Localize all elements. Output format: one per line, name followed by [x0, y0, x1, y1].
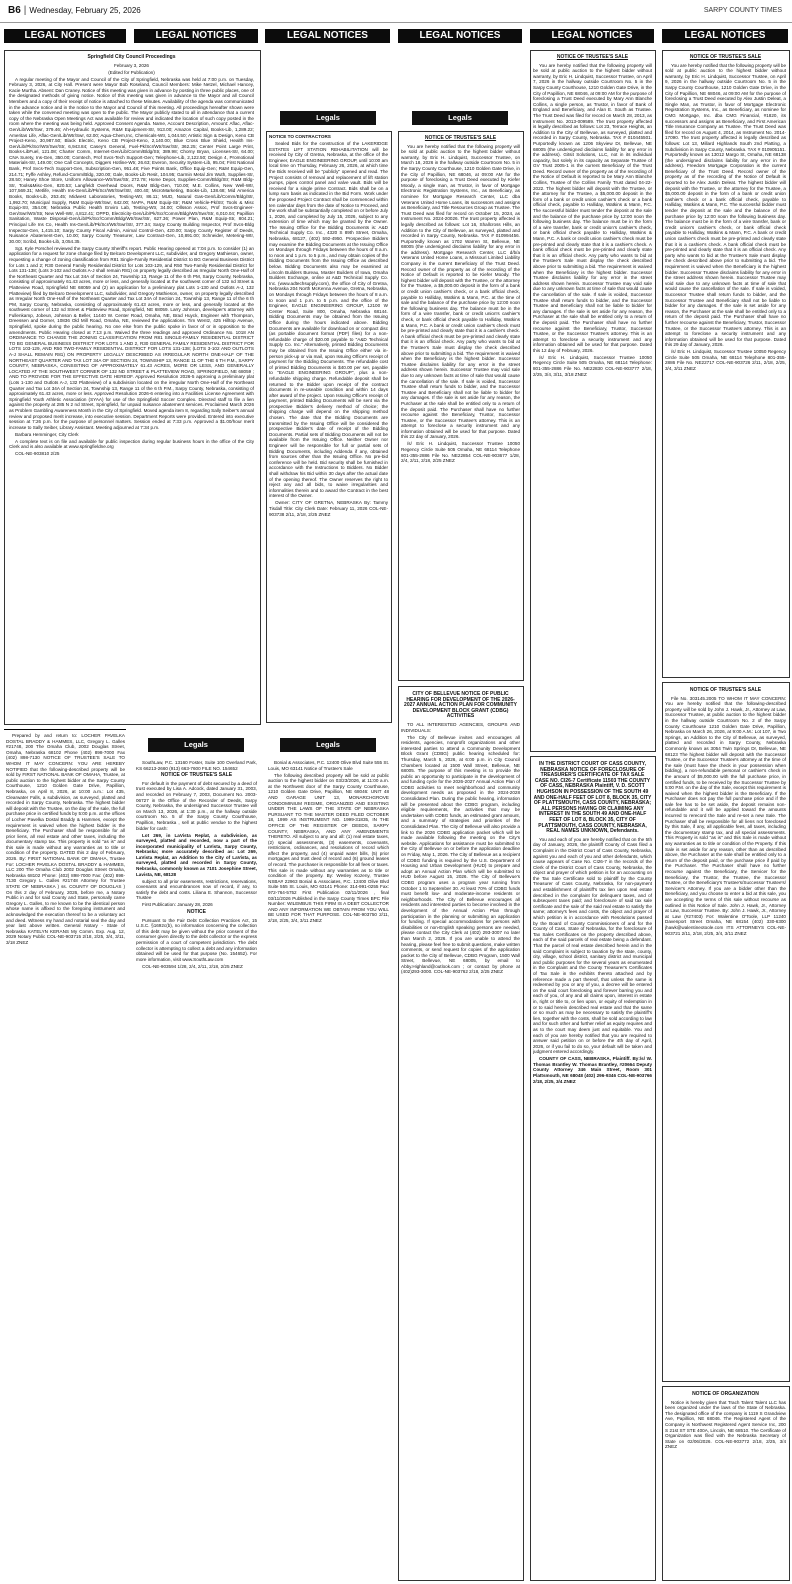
- legal-notices-bar: LEGAL NOTICES: [398, 29, 522, 43]
- legal-notices-bar: LEGAL NOTICES: [265, 29, 390, 43]
- page-number: B6: [8, 5, 21, 16]
- notice-title: CITY OF BELLEVUE NOTICE OF PUBLIC HEARING FOR DEVELOPMENT OF THE 2026-2027 ANNUAL ACTION PLAN FOR COMMUNITY DEVELOPMENT BLOCK GRANT (CDBG) ACTIVITIES: [404, 691, 517, 720]
- legals-tab: Legals: [148, 738, 244, 752]
- notice-subtitle: TO ALL INTERESTED AGENCIES, GROUPS AND INDIVIDUALS:: [401, 721, 520, 733]
- notice-signature: /s/ Eric H. Lindquist, Successor Trustee 10050 Regency Circle Suite 505 Omaha, NE 68114 Telephone: 801-355-2886 File No. NE22830 COL-NE-903777 2/18, 2/25, 3/4, 3/11, 3/18 ZNEZ: [533, 354, 652, 377]
- notice-text: You and each of you are hereby notified that on the 5th day of January, 2026, the plaintiff County of Cass filed a Complaint in the District Court of Cass County, Nebraska, against you and each of you and other defendants, which cause appears of Case No. CI26-7 in the records of the Clerk of the District Court of Cass County, Nebraska, the object and prayer of which petition is for an accounting on the Tax Sale Certificate sold to plaintiff by the County Treasurer of Cass County, Nebraska, for non-payment and establishment of plaintiff's tax lien upon real estate described in the complaint for delinquent taxes, and of subsequent taxes paid; and foreclosure of said tax sale certificate and the sale of the said real estate to satisfy the same; attorney's fees and costs, the object and prayer of which petition is in accordance with Resolutions passed by the Board of County Commissioners of and for the County of Cass, State of Nebraska, for the foreclosure of Tax Sales Certificates on the property described above, each of the said parcels of real estate being a defendant. That the parcel of real estate described herein and in the said Complaint is subject to taxation by the state, county, city, village, school district, sanitary district and municipal and public purposes for the several years as enumerated in the Complaint and the County Treasurer's Certificates of Tax Sale in the exhibits thereto attached and by reference made a part thereof, that unless the same is redeemed by you or any of you, a decree will be entered on the said court foreclosing and forever barring you and each of you, of any and all claims upon, interest in estate in, right or title to, or lien upon, or equity of redemption in or to said herein described real estate and that the same or so much as may be necessary to satisfy the plaintiff's lien, together with the costs, shall be sold according to law and for such other and further relief as equity requires and as to the court may deem just and equitable. You and each of you are hereby notified that you are required to answer said petition on or before the 4th day of April, 2026, or if you fail to do so, your default will be taken and judgment entered accordingly.: [533, 836, 652, 1055]
- header-separator: |: [23, 5, 27, 16]
- notice-text: You are hereby notified that the following property will be sold at public auction to the highest bidder without warranty, by Eric H. Lindquist, Successor Trustee, on March 18, 2026 in the hallway outside Courtroom No. 5 in the Sarpy County Courthouse, 1210 Golden Gate Drive, in the City of Papillion, NE 68046, at 09:00 AM for the purpose of foreclosing a Trust Deed executed by Kiefer Moody, a single man, as Trustor, in favor of Mortgage Electronic Registration Systems, Inc., as Beneficiary, as nominee for Mortgage Research Center, LLC dba Veterans United Home Loans, its successors and assigns as Beneficiary, and Title Resources Group as Trustee. The Trust Deed was filed for record on October 15, 2024, as Instrument No. 2024-20026. The trust property affected is legally described as follows: Lot 16, Shallcross Hills, an Addition to the City of Bellevue, as surveyed, platted and recorded in Sarpy County, Nebraska. TAX # 010994456. Purportedly known as 1702 Warren St, Bellevue, NE 68005 (the undersigned disclaims liability for any error in the address). Mortgage Research Center, LLC d/b/a Veterans United Home Loans, a Missouri Limited Liability Company is the current Beneficiary of the Trust Deed. Record owner of the property as of the recording of the Notice of Default is reported to be Kiefer Moody. The highest bidder will deposit with the Trustee, or the attorney for the Trustee, a $5,000.00 deposit in the form of a bank or credit union cashier's check, or a bank official check, payable to Halliday, Watkins & Mann, P.C. at the time of sale and the balance of the purchase price by 12:00 noon the following business day. The balance must be in the form of a wire transfer, bank or credit union's cashier's check, or bank official check payable to Halliday, Watkins & Mann, P.C. A bank or credit union cashier's check must be pre-printed and clearly state that it is a cashier's check. A bank official check must be pre-printed and clearly state that it is an official check. Any party who wants to bid at the Trustee's Sale must display the check described above prior to submitting a bid. The requirement is waived when the Beneficiary is the highest bidder. Successor Trustee disclaims liability for any error in the street address shown herein. Successor Trustee may void sale due to any unknown facts at time of sale that would cause the cancellation of the sale. If sale is voided, Successor Trustee shall return funds to bidder, and the Successor Trustee and Beneficiary shall not be liable to bidder for any damages. If the sale is set aside for any reason, the Purchaser at the sale shall be entitled only to a return of the deposit paid. The Purchaser shall have no further recourse against the Beneficiary, Trustor, Successor Trustee, or the Successor Trustee's attorney. This is an attempt to foreclose a security instrument and any information obtained will be used for that purpose. Dated this 22 day of January, 2026.: [401, 143, 520, 440]
- legal-notices-bar: LEGAL NOTICES: [134, 29, 258, 43]
- notice-title: NOTICE OF TRUSTEE'S SALE: [689, 54, 762, 60]
- council-edited: (Edited for Publication): [108, 69, 155, 75]
- notice-text-2: subject to all prior easements, restrictions, reservations, covenants and encumbrances now of record, if any, to satisfy the debt and costs. Liliana E. Shannon, Successor Trustee: [136, 878, 257, 901]
- council-ref: COL-NE-903810 2/25: [15, 451, 60, 457]
- notice-signature: /s/ Eric H. Lindquist, Successor Trustee 10050 Regency Circle Suite 505 Omaha, NE 68114 Telephone 801-355-2886 File No. NE22854 COL-NE-903677 1/28, 2/4, 2/11, 2/18, 2/25 ZNEZ: [401, 441, 520, 464]
- notice-text: Notice is hereby given that Trach Talent Talent LLC has been organized under the laws of the State of Nebraska. The designated office of the company is 1119 S Grandview Ave, Papillion, NE 68046. The Registered Agent of the Company is Northwest Registered Agent Service Inc, 200 S 21st ST STE 400A, Lincoln, NE 68510. The Certificate of Organization was filed with the Nebraska Secretary of State on 02/06/2026. COL-NE-903772 2/18, 2/25, 3/4 ZNEZ: [665, 1399, 786, 1450]
- notice-title: NOTICE OF TRUSTEE'S SALE: [689, 687, 762, 693]
- fdcpa-notice: Pursuant to the Fair Debt Collection Practices Act, 15 U.S.C. §1692c(b), no information concerning the collection of this debt may be given without the prior consent of the consumer given directly to the debt collector or the express permission of a court of competent jurisdiction. The debt collector is attempting to collect a debt and any information obtained will be used for that purpose (No. 154652). For more information, visit www.SouthLaw.com: [136, 917, 257, 962]
- notice-text: The following described property will be sold at public auction to the highest bidder on 03/23/2026, at 11:00 a.m. at the Northwest door of the Sarpy County Courthouse, 1210 Golden Gate Drive, Papillion, NE 68046: UNIT 48 AND GARAGE UNIT 13, MONARCHGROVE CONDOMINIUM REGIME, ORGANIZED AND EXISTING UNDER THE LAWS OF THE STATE OF NEBRASKA PURSUANT TO THE MASTER DEED FILED OCTOBER 18, 1999 AS INSTRUMENT NO. 1999-31835, IN THE OFFICE OF THE REGISTER OF DEEDS, SARPY COUNTY, NEBRASKA, AND ANY AMENDMENTS THERETO. All subject to any and all: (1) real estate taxes, (2) special assessments, (3) easements, covenants, restrictions, ordinances, and resolutions of record which affect the property, and (4) unpaid water bills, (5) prior mortgages and trust deed of record and (6) ground leases of record. The purchaser is responsible for all fees or taxes. This sale is made without any warranties as to title or condition of the property. By: Wesley Kozeny, Trustee NSBA# 22963 Bonial & Associates, P.C. 12400 Olive Blvd Suite 555 St. Louis, MO 63141 Phone: 314-991-0255 Fax: 972-764-5752 First Publication 02/11/2026 , final 03/11/2026 Published in the Sarpy County Times BPC File Number: WILEMBUS THIS FIRM IS A DEBT COLLECTOR AND ANY INFORMATION WE OBTAIN FROM YOU WILL BE USED FOR THAT PURPOSE. COL-NE-903750 2/11, 2/18, 2/25, 3/4, 3/11 ZNEZ: [268, 772, 389, 924]
- bellevue-cdbg-hearing: [401, 690, 520, 1576]
- publication-date: First Publication: January 28, 2026: [142, 902, 213, 908]
- council-date: February 3, 2026: [114, 62, 149, 68]
- notice-of-organization: [665, 1390, 786, 1576]
- notice-title: NOTICE OF TRUSTEE'S SALE: [556, 54, 629, 60]
- notice-title: NOTICE OF TRUSTEE'S SALE: [160, 772, 233, 779]
- page-header: [0, 0, 792, 23]
- legals-tab: Legals: [412, 111, 508, 125]
- notice-title: NOTICE TO CONTRACTORS: [269, 134, 331, 139]
- trustee-sale-bonial: [268, 760, 389, 1580]
- trustee-sale-southlaw: [136, 760, 257, 1580]
- notice-text: The City of Bellevue invites and encourages all residents, agencies, nonprofit organizations and other interested parties to attend a Community Development Block Grant (CDBG) public hearing scheduled for: Thursday, March 5, 2026, at 6:00 p.m. in City Council Chambers located at 1500 Wall Street, Bellevue, NE 68005. The purpose of this meeting is to provide the public an opportunity to participate in the development of and funding cycle for the 2026-2027 Annual Action Plan of CDBG activities to meet neighborhood and community development needs as proposed in the 2024-2028 Consolidated Plan. During the public hearing, information will be presented about the CDBG program, including eligible requirements, the activities that may be undertaken with CDBG funds, an estimated grant amount, and a summary of strategies and priorities of the Consolidated Plan. The City of Bellevue will also provide a link to the 2026 CDBG application packet which will be made available following the meeting on the City's website. Applications for assistance must be submitted to the City of Bellevue on or before the application deadline on Friday, May 1, 2026. The City of Bellevue as a recipient of CDBG funding is required by the U.S. Department of Housing and Urban Development (HUD) to prepare and adopt an Annual Action Plan which will be submitted to HUD before August 15, 2026. The City of Bellevue's CDBG program uses a program year running from October 1 to September 30. At least 70% of CDBG funds must benefit low- and moderate-income residents or neighborhoods. The City of Bellevue encourages all residents and interested parties to become involved in the development of the Annual Action Plan through participation in the planning or submitting an application for funding. If special accommodations for persons with disabilities or non-English speaking persons are needed, please contact the City Clerk at (402) 293-3007 no later than March 2, 2026. If you are unable to attend the hearing, please feel free to submit questions, make written comments, or send request for copies of the application packet to the City of Bellevue, CDBG Program, 1500 Wall Street, Bellevue, NE 68005, by email to Abby.Highland@outlook.com ; or contact by phone at (402)293-3000. COL-NE-903762 2/18, 2/25 ZNEZ: [401, 734, 520, 975]
- legal-description: Lot 269, in LaVista Replat, a subdivision, as surveyed, platted and recorded, now a part of the incorporated municipality of LaVista, Sarpy County, Nebraska; more accurately described as: Lot 269, LaVista Replat, an Addition to the City of LaVista, as surveyed, platted and recorded in Sarpy County, Nebraska, commonly known as 7101 Josephine Street, Lavista, NE, 68128: [136, 832, 257, 877]
- legal-notices-bar: LEGAL NOTICES: [4, 29, 126, 43]
- council-body-2: Sgt. Kyle Porschel reviewed the Sarpy County Sheriff's report. Public Hearing opened at 7:04 p.m. to consider (1) an application for a request for zone change filed by Belcaro Development LLC, subdivider, and Gregory Mathieson, owner, requesting a change of zoning classification from R81 Single-Family Residential District to BG General Business District for Lots 1 and 2; R30 General Family Residential District for Lots 103-129, and R50 Two-Family Residential District for Lots 131-138; (Lots 3-102 and Outlots A-J shall remain R81) on property legally described as Irregular North One-Half of the Northeast Quarter and Tax Lot 34A of Section 24, Township 13, Range 11 of the 6 th PM, Sarpy County, Nebraska, consisting of approximately 61.43 acres, more or less, and generally located at the southwest corner of 132 nd Street & Platteview Road, Springfield NE 68059 and (2) an application for a preliminary plat Lots 1-130 and Outlots A-J, 132 Platteview) filed by Belcaro Development LLC, subdivider, and Gregory Mathieson, owner, on property legally described as Irregular North One-Half of the Northeast Quarter and Tax Lot 34A of Section 24, Township 13, Range 11 of the 6 th PM, Sarpy County, Nebraska, consisting of approximately 61.43 acres, more or less, and generally located at the southwest corner of 132 nd Street & Platteview Road, Springfield, NE 68059. Larry Johnson, developer's attorney with Fullenkamp, Jobeun, Johnson & Beller, 11440 W. Center Road, Omaha, NE, Brad Huyck, Engineer with Thompson, Dreessen and Dorner, 10836 Old Mill Road, Omaha, NE, reviewed the applications. Tim Wentz, 425 Hilltop Avenue, Springfield, spoke during the public hearing. No one else from the public spoke in favor of or in opposition to the amendments. Public Hearing closed at 7:13 p.m. Waived the three readings and approved Ordinance No. 1018 AN ORDINANCE TO CHANGE THE ZONING CLASSIFICATION FROM R81 SINGLE-FAMILY RESIDENTIAL DISTRICT TO BG GENERAL BUSINESS DISTRICT FOR LOTS 1 AND 2, R30 GENERAL FAMILY RESIDENTIAL DISTRICT FOR LOTS 103-129, AND R50 TWO-FAMILY RESIDENTIAL DISTRICT FOR LOTS 131-138; (LOTS 3-102 AND OUTLOTS A-J SHALL REMAIN R81) ON PROPERTY LEGALLY DESCRIBED AS IRREGULAR NORTH ONE-HALF OF THE NORTHEAST QUARTER AND TAX LOT 34A OF SECTION 24, TOWNSHIP 13, RANGE 11 OF THE 6 TH P.M., SARPY COUNTY, NEBRASKA, CONSISTING OF APPROXIMATELY 61.43 ACRES, MORE OR LESS, AND GENERALLY LOCATED AT THE SOUTHWEST CORNER OF 132 ND STREET & PLATTEVIEW ROAD, SPRINGFIELD, NE 68059 ; AND TO PROVIDE FOR THE EFFECTIVE DATE HEREOF. Approved Resolution 2026-5 approving a preliminary plat (Lots 1-130 and Outlots A-J, 132 Platteview) of a subdivision located on the irregular North One-Half of the Northeast Quarter and Tax Lot 34A of Section 24, Township 13, Range 11 of the 6 th P.M., Sarpy County, Nebraska, consisting of approximately 61.43 acres, more or less. Approved Resolution 2026-6 entering into a Facilities License Agreement with Springfield Youth Athletic Association (SYAA) for use of the Springfield Soccer Complex. Directed staff to file a lien against the property at 285 N 2 nd Street, Springfield, for unpaid nuisance abatement services. Proclaimed March 2026 as Problem Gambling Awareness Month in the City of Springfield. Moved agenda item 8, regarding Sally Seiber's annual review and proposed merit increase, into executive session. Department Reports were provided. Entered into executive session at 7:26 p.m. for the purpose of personnel matters. Session ended at 7:33 p.m. Approved a $1.00/hour merit increase to Sally Seiber, Library Assistant. Meeting adjourned at 7:34 p.m.: [9, 245, 254, 430]
- notice-text: You are hereby notified that the following property will be sold at public auction to the highest bidder without warranty, by Eric H. Lindquist, Successor Trustee, on April 9, 2026 in the hallway outside Courtroom No. 5 in the Sarpy County Courthouse, 1210 Golden Gate Drive, in the City of Papillion, NE 68046, at 09:00 AM for the purpose of foreclosing a Trust Deed executed by Alex Justin Deleat, a Single Man, as Trustor, in favor of Mortgage Electronic Registration Systems, Inc., as Beneficiary, as nominee for CMG Mortgage, Inc. dba CMG Financial, #1820, its successors and assigns as Beneficiary, and First American Title Insurance Company as Trustee. The Trust Deed was filed for record on August 4, 2014, as Instrument No. 2014-17090. The trust property affected is legally described as follows: Lot 13, Millard Highlands South 2nd Platting, a Subdivision in Sarpy County, Nebraska. TAX # 010905151. Purportedly known as 13012 Margo St, Omaha, NE 68138 (the undersigned disclaims liability for any error in the address). Freedom Mortgage Corporation is the current Beneficiary of the Trust Deed. Record owner of the property as of the recording of the Notice of Default is reported to be Alex Justin Deleat. The highest bidder will deposit with the Trustee, or the attorney for the Trustee, a $5,000.00 deposit in the form of a bank or credit union cashier's check or a bank official check, payable to Halliday, Watkins & Mann, P.C. The successful bidder must tender the deposit at the sale and the balance of the purchase price by 12:00 noon the following business day. The balance must be in the form of a wire transfer, bank or credit union's cashier's check, or bank official check payable to Halliday, Watkins & Mann, P.C. A bank or credit union cashier's check must be pre-printed and clearly state that it is a cashier's check. A bank official check must be pre-printed and clearly state that it is an official check. Any party who wants to bid at the Trustee's Sale must display the check described above prior to submitting a bid. The requirement is waived when the Beneficiary is the highest bidder. Successor Trustee disclaims liability for any error in the street address shown herein. Successor Trustee may void sale due to any unknown facts at time of sale that would cause the cancellation of the sale. If sale is voided, Successor Trustee shall return funds to bidder, and the Successor Trustee and Beneficiary shall not be liable to bidder for any damages. If the sale is set aside for any reason, the Purchaser at the sale shall be entitled only to a return of the deposit paid. The Purchaser shall have no further recourse against the Beneficiary, Trustor, Successor Trustee, or the Successor Trustee's attorney. This is an attempt to foreclose a security instrument and any information obtained will be used for that purpose. Dated this 29 day of January, 2026.: [665, 62, 786, 348]
- council-proceedings: [9, 53, 254, 721]
- notice-text: Sealed Bids for the construction of the LAKERIDGE ESTATES LIFT STATION REHABILITATION will be received by City of Gretna, Nebraska, at the office of the Engineer, EAGLE ENGINEERING GROUP, until 10:00 am local time on Thursday, February 26, 2026, at which time the Bids received will be "publicly" opened and read. The Project consists of removal and replacement of lift station pumps, pipes control panel and valve vault. Bids will be received for a single prime Contract. Bids shall be on a lump sum basis as indicated in the Bid Form. Work under the proposed Project Contract shall be commenced within ten calendar days from the date of Notice to Proceed, and the work shall be substantially completed on or before July 1, 2026, and completed by July 15, 2026, subject to any extension of time which may be granted by the Owner. The Issuing Office for the Bidding Documents is: A&D Technical Supply Co. Inc., 4320 S 89th Street, Omaha, Nebraska, 68127, (402) 592-4950. Prospective Bidders may examine the Bidding Documents at the Issuing Office on Mondays through Fridays between the hours of 8 a.m. to noon and 1 p.m. to 5 p.m., and may obtain copies of the Bidding Documents from the Issuing Office as described below. Bidding Documents also may be examined at Lincoln Builders Bureau, Master Builders of Iowa, Omaha Builders Exchange, online at A&D Technical Supply Co. Inc. (www.adtechsupply.com), the office of City of Gretna, Nebraska 204 North McKenna Avenue, Gretna, Nebraska, on Mondays through Fridays between the hours of 8 a.m. to noon and 1 p.m. to 5 p.m. and the office of the Engineer, EAGLE ENGINEERING GROUP, 12100 W Center Road, Suite 800, Omaha, Nebraska 68144. Bidding Documents may be obtained from the Issuing Office during the hours indicated above. Bidding Documents are available for download on or compact disc (as portable document format (PDF) files) for a non-refundable charge of $20.00 payable to "A&D Technical Supply Co. Inc." Alternatively, printed Bidding Documents may be obtained from the Issuing Office either via in-person pick-up or via mail, upon Issuing Office's receipt of payment for the Bidding Documents. The refundable cost of printed Bidding Documents is $40.00 per set, payable to "EAGLE ENGINEERING GROUP", plus a non-refundable shipping charge. Refundable deposit shall be returned to the Bidder upon receipt of the contract documents in re-useable condition and within 14 days after award of the project. Upon Issuing Office's receipt of payment, printed Bidding Documents will be sent via the prospective Bidder's delivery method of choice; the shipping charge will depend on the shipping method chosen. The date that the Bidding Documents are transmitted by the Issuing Office will be considered the prospective Bidder's date of receipt of the Bidding Documents. Partial sets of Bidding Documents will not be available from the Issuing Office. Neither Owner nor Engineer will be responsible for full or partial sets of Bidding Documents, including Addenda if any, obtained from sources other than the Issuing Office. No pre-bid conference will be held. Bid security shall be furnished in accordance with the Instructions to Bidders. No Bidder shall withdraw his Bid within 30 days after the actual date of the opening thereof. The Owner reserves the right to reject any and all bids, to waive irregularities and informalities therein and to award the Contract in the best interest of the Owner.: [269, 140, 388, 499]
- southlaw-address: SouthLaw, P.C. 13160 Foster, Suite 100 Overland Park, KS 66213-2660 (913) 663-7600 FILE NO. 154652: [136, 760, 257, 771]
- notice-ref: COL-NE-903594 1/28, 2/4, 2/11, 2/18, 2/25 ZNEZ: [142, 963, 243, 969]
- notice-signature: COUNTY OF CASS, NEBRASKA, Plaintiff. By:/s/ W. Thomas Brantley W. Thomas Brantley, #20664 Deputy County Attorney 346 Main Street, Room 301 Plattsmouth, NE 68048 (402) 296-9346 COL-NE-903766 2/18, 2/25, 3/4 ZNEZ: [533, 1056, 652, 1084]
- legals-tab: Legals: [280, 738, 376, 752]
- notice-text: File No. 303145.2005 TO WHOM IT MAY CONCERN: You are hereby notified that the following-described property will be sold by John J. Hawk, Jr., Attorney at Law, Successor Trustee, at public auction to the highest bidder in the hallway outside Courtroom No. 2 of the Sarpy County Courthouse 1210 Golden Gate Drive, Papillion, Nebraska on March 26, 2026, at 9:00 A.M.: Lot 107, in Two Springs, an Addition to the City of Bellevue, as surveyed, platted and recorded in Sarpy County, Nebraska Commonly known as 3054 Twin Springs Dr, Bellevue, NE 68123 The highest bidder will deposit with the Successor Trustee, or the Successor Trustee's attorney at the time of the sale (must have the check in your possession when bidding), a non-refundable personal or cashier's check in the amount of $5,000.00 with the full purchase price, in certified funds, to be received by the Successor Trustee by 5:00 P.M. on the day of the Sale, except this requirement is waived when the highest bidder is the Beneficiary. If the Purchaser does not pay the full purchase price and if the sale fee has to be set aside, the deposit remains non-refundable and it will be applied toward the amounts incurred to rerecord the Sale and re-set a new Sale. The Purchaser shall be responsible for all liens not foreclosed by this Sale, if any, all applicable fees, all taxes, including the documentary stamp tax, and all special assessments. This Property is sold "as is" and this Sale is made without any warranties as to title or condition of the Property. If this Sale is set aside for any reason, other than as described above, the Purchaser at the sale shall be entitled only to a return of the deposit paid, or the purchase price if paid by the Purchaser. The Purchaser shall have no further recourse against the Beneficiary, the Servicer for the Beneficiary, the Trustor, the Trustee, the Successor Trustee, or the Beneficiary's Trustee's/Successor Trustee's/ Servicer's Attorney. If you are a bidder other than the Beneficiary, and you choose to enter a bid at this sale, you are accepting the terms of this sale without recourse as outlined in this Notice of Sale. John J. Hawk, Jr., Attorney at Law, Successor Trustee. By: John J. Hawk, Jr., Attorney at Law (#27403) For: Walentine O'Toole, LLP 11240 Davenport Street Omaha, NE 68154 (402) 330-6300 jhawk@walentineotoole.com ITS ATTORNEYS COL-NE-903721 2/11, 2/18, 2/25, 3/4, 3/11 ZNEZ: [665, 695, 786, 936]
- page-number-date: [8, 5, 141, 16]
- notice-title: NOTICE OF ORGANIZATION: [692, 1391, 759, 1397]
- notice-title: NOTICE OF TRUSTEE'S SALE: [424, 135, 497, 141]
- trustee-sale-hawk: [665, 686, 786, 1378]
- trustee-sale-moody: [401, 134, 520, 677]
- notice-text: For default in the payment of debt secured by a deed of trust executed by Lisa A. Adcock, dated January 31, 2003, and recorded on February 7, 2003, Document No. 2003-06727 in the Office of the Recorder of Deeds, Sarpy County, Nebraska, the undersigned Successor Trustee will on March 13, 2026, at 1:30 p.m., at the hallway outside courtroom No. 5 of the Sarpy County Courthouse, Papillion, Nebraska , sell at public vendue to the highest bidder for cash:: [136, 780, 257, 831]
- issue-date: Wednesday, February 25, 2026: [29, 6, 141, 15]
- notice-to-contractors: [269, 134, 388, 719]
- legals-tab: Legals: [280, 111, 376, 125]
- council-title: Springfield City Council Proceedings: [87, 54, 176, 60]
- council-body: A regular meeting of the Mayor and Council of the City of Springfield, Nebraska was held at 7:00 p.m. on Tuesday, February 3, 2026, at City Hall. Present were Mayor Bob Roseland, Council Members: Mike Netzel, Michael Hancey, Kacie Murtha. Absent: Dan Craney. Notice of this meeting was given in advance by posting in three public places, one of the designated methods of giving notice. Notice of this meeting was given in advance to the Mayor and all Council Members and a copy of their receipt of notice is attached to these Minutes. Availability of the agenda was communicated in the advance notice and in the notice to the Mayor and Council of this meeting. All proceedings hereafter shown were taken while the convened meeting was open to the public. The Mayor publicly stated to all in attendance that a current copy of the Nebraska Open Meetings Act was available for review and indicated the location of such copy posted in the room where the meeting was being held. Approved Consent Agenda. Name, Account Description, Amount: Aflac, Aflac-Gen/Lib/Wtr/Swr, 379.46; Ah-Hydraulic Systems, R&M Equipment-Str, 913.00; Amazon Capital, Books-Lib, 1,289.22; Ameritas Life, Aflac-Gen/Lib/Wtr/Swr, 62.00; Aqua-Chem,Inc, Chemicals-Wtr, 1,044.50; Artistic Sign & Design, Keno CB Project-Keno, 30,987.50; Black Electric, Keno CB Project-Keno, 2,140.00; Blue Cross Blue Shield, Health Ins-Gen/Lib/Pk/Scr/Wtr/Swr/Str, 6,943.84; Casey's General, Fuel-Pk/Scr/Wtr/Swr/Str, 362.25; Center Point Large Print, Books-LibFuel, 121.08; Charter Comm, Internet-Gen/Lib/Comm/Bldg/Str, 389.98; Chorny Bryan, Licenses-Str, 64.00; CNA Surety, Ins-Gen, 350.00; Comtech, Prof Svcs-Tech Support-Gen; Telephone-Lib, 2,122.50; Design 4, Promotional Materials-Str, 149.00; One Call Concepts, Diggers Hotline-Wtr, 26.63; Everon, Security System-Lib, 95.04; First National Bank, Prof Svcs-Tech Support-Gen, Subscription-Gen, 951.48; Five Points Bank, Office Equip-Gen; R&M Equip-Gen, 214.71; Fyffe Ashley, Refund-Comm/Bldg, 320.00; Gale, Books-Lib Resit, 104.95; Garmin Metal Jim Wuth, Supplies-Str, 28.50; Haney Shoe Store, Uniform Allowance-Wtr/Swr/Str, 272.78; Home Depot, Supplies-Comm/Bldg/Str; R&M Bldg-Str, Tools&Misc-Gen, 820.53; Langfeldt Overhead Doors, R&M Bldg-Gen, 710.00; M.E. Collins, New Well-Wtr, 107,569.31; Metlife, Health Ins-Gen/Lib/Pk/Scr/Wtr/Swr/Str, 400.40; MicroMarketing, Books-Lib, 138.68; Mid America Books, Books-Lib, 253.45; Midwest Laboratories, Testing-Wtr, 86.11; MUD, Natural Gas-Gen/Lib/Comm/Bldg/Str, 1,992.70; Municipal Supply, R&M Equip-Wtr/Swr, 642.00; NAPA, R&M Equip-Str; R&M Vehicle-Pk/Str; Tools & Misc Equip-Str, 354.09; Nebraska Public Health Enviro Lab, Testing-Wtr, 34.00; Ollsson Assoc, Prof Svcs-Engineer-Gen/Swr/Wtr/Str, New Well-Wtr, 4,812.41; OPPD, Electricity-Gen/Lib/Pk/Scr/Comm/Bldg/Wtr/Swr/Str, 6,010.04; Papillion Sanitation, Waste Disposal-Gen/Lib/Pk/Scr/Comm/Bldg/Wtr/Swr/Str, 627.36; Power Plan, R&M Equip-Str, 804.21; Principal Life Ins Co, Health Ins-Gen/Lib/Pk/Scr/Wtr/Swr/Str, 377.34; Sarpy County Building Inspector, Prof Svcs-Bldg Inspector-Gen, 1,415.10; Sarpy County Fiscal Admin, Animal Control-Gen, 420.00; Sarpy County Register of Deeds, Nuisance Abatement-Gen, 10.00; Sarpy County Treasurer, Law Contract-Gen, 10,891.00; Schneider, Metering-Wtr, 30.00; Scribd, Books-Lib, 3,054.35.: [9, 76, 254, 244]
- notice-title: IN THE DISTRICT COURT OF CASS COUNTY, NEBRASKA NOTICE OF FORECLOSURE OF TREASURER'S CERTIFICATE OF TAX SALE CASE NO. CI26-7 Certificate 11503 THE COUNTY OF CASS, NEBRASKA Plaintiff, V. D. SCOTT HUGHSON IN POSSESSION OF THE SOUTH 49 AND ONE-HALF FEET OF LOT 8, BLOCK 35, CITY OF PLATTSMOUTH, CASS COUNTY, NEBRASKA; ALL PERSONS HAVING OR CLAIMING ANY INTEREST IN THE SOUTH 49 AND ONE-HALF FEET OF LOT 8, BLOCK 35, CITY OF PLATTSMOUTH, CASS COUNTY, NEBRASKA, REAL NAMES UNKNOWN, Defendants.: [533, 761, 652, 835]
- notice-text: You are hereby notified that the following property will be sold at public auction to the highest bidder without warranty, by Eric H. Lindquist, Successor Trustee, on April 7, 2026 in the hallway outside Courtroom No. 5 in the Sarpy County Courthouse, 1210 Golden Gate Drive, in the City of Papillion, NE 68046, at 09:00 AM for the purpose of foreclosing a Trust Deed executed by Mary Ann Blanche Collins, a single person, as Trustor, in favor of Bank of England and Beneficiary, and Alan E. South as Trustee. The Trust Deed was filed for record on March 28, 2013, as Instrument No. 2013-009589. The trust property affected is legally described as follows: Lot 23, Terrace Heights, an Addition to the City of Bellevue, as surveyed, platted and recorded in Sarpy County, Nebraska. TAX # 010445501. Purportedly known as 1206 Skyview Dr, Bellevue, NE 68005 (the undersigned disclaims liability for any error in the address). Gitsit Solutions, LLC, not in its individual capacity, but solely in its capacity as Separate Trustee of GV Trust 2005-1 is the current Beneficiary of the Trust Deed. Record owner of the property as of the recording of the Notice of Default is reported to be Mary Ann Blanche Collins, Trustee of the Collins Family Trust dated 04-22-2022. The highest bidder will deposit with the Trustee, or the attorney for the Trustee, a $5,000.00 deposit in the form of a bank or credit union cashier's check or a bank official check, payable to Halliday, Watkins & Mann, P.C. The successful bidder must tender the deposit at the sale and the balance of the purchase price by 12:00 noon the following business day. The balance must be in the form of a wire transfer, bank or credit union's cashier's check, or bank official check payable to Halliday, Watkins & Mann, P.C. A bank or credit union cashier's check must be pre-printed and clearly state that it is a cashier's check. A bank official check must be pre-printed and clearly state that it is an official check. Any party who wants to bid at the Trustee's Sale must display the check described above prior to submitting a bid. The requirement is waived when the Beneficiary is the highest bidder. Successor Trustee disclaims liability for any error in the street address shown herein. Successor Trustee may void sale due to any unknown facts at time of sale that would cause the cancellation of the sale. If sale is voided, Successor Trustee shall return funds to bidder, and the Successor Trustee and Beneficiary shall not be liable to bidder for any damages. If the sale is set aside for any reason, the Purchaser at the sale shall be entitled only to a return of the deposit paid. The Purchaser shall have no further recourse against the Beneficiary, Trustor, Successor Trustee, or the Successor Trustee's attorney. This is an attempt to foreclose a security instrument and any information obtained will be used for that purpose. Dated this 12 day of February, 2026.: [533, 62, 652, 353]
- notice-text: Prepared by and return to: LOCHER PAVELKA DOSTAL BRADDY & HAMMES, LLC, Gregory L. Galles #21748, 200 The Omaha Club, 2002 Douglas Street, Omaha, Nebraska 68102 Phone (402) 898-7000 Fax (402) 898-7130 NOTICE OF TRUSTEE'S SALE TO WHOM IT MAY CONCERN: YOU ARE HEREBY NOTIFIED that the following-described property will be sold by FIRST NATIONAL BANK OF OMAHA, Trustee, at public auction to the highest bidder at the Sarpy County Courthouse, 1210 Golden Gate Drive, Papillion, Nebraska, on April 8, 2026, at 10:00 a.m.: Lot 435, Clearwater Falls, a subdivision, as surveyed, platted and recorded in Sarpy County, Nebraska. The highest bidder will deposit with the Trustee, on the day of the sale, the full purchase price in certified funds by 5:00 p.m. at the offices of Locher Pavelka Dostal Braddy & Hammes, except the requirement is waived when the highest bidder is the Beneficiary. The Purchaser shall be responsible for all prior liens, all real estate and other taxes, including the documentary stamp tax. This property is sold "as is" and this sale is made without any warranties as to title or condition of the property. DATED this 2 day of February, 2026. By: FIRST NATIONAL BANK OF OMAHA, Trustee For: LOCHER PAVELKA DOSTAL BRADDY & HAMMES, LLC 200 The Omaha Club 2002 Douglas Street Omaha, Nebraska 68102 Phone: (402) 898-7000 Fax: (402) 898-7130 Gregory L. Galles #21748 Attorney for Trustee STATE OF NEBRASKA ) ss. COUNTY OF DOUGLAS ) On this 2 day of February, 2026, before me, a Notary Public in and for said County and State, personally came Gregory L. Galles, to me known to be the identical person whose name is affixed to the foregoing instrument and acknowledged the execution thereof to be a voluntary act and deed. Witness my hand and notarial seal the day and year last above written. General Notary - State of Nebraska KATELYN KERANS My Comm. Exp. Aug. 12, 2029 Notary Public COL-NE-903715 2/18, 2/25, 3/4, 3/11, 3/18 ZNEZ: [6, 733, 125, 945]
- council-clerk: Barbara Hemminger, City Clerk: [15, 431, 79, 437]
- council-availability: A complete text is on file and available for public inspection during regular business hours in the office of the City Clerk and is also available at www.springfieldne.org: [9, 438, 254, 450]
- divider: [4, 729, 126, 730]
- trustee-sale-first-national: [6, 733, 125, 1579]
- notice-signature: Owner: CITY OF GRETNA, NEBRASKA By: Tammy Tisdall Title: City Clerk Date: February 11, 2026 COL-NE-903738 2/11, 2/18, 2/25 ZNEZ: [269, 500, 388, 517]
- legal-notices-bar: LEGAL NOTICES: [662, 29, 788, 43]
- notice-signature: /s/ Eric H. Lindquist, Successor Trustee 10050 Regency Circle Suite 505 Omaha, NE 68114 Telephone 801-355-2886 File No. NE22717 COL-NE-903726 2/11, 2/18, 2/25, 3/4, 3/11 ZNEZ: [665, 349, 786, 372]
- fdcpa-title: NOTICE: [187, 909, 206, 916]
- notice-header: Bonial & Associates, P.C. 12400 Olive Blvd Suite 555 St. Louis, MO 63141 Notice of Trustee's Sale: [268, 760, 389, 771]
- trustee-sale-deleat: [665, 53, 786, 674]
- newspaper-name: SARPY COUNTY TIMES: [703, 7, 782, 14]
- cass-county-foreclosure: [533, 760, 652, 1576]
- legal-notices-bar: LEGAL NOTICES: [530, 29, 654, 43]
- trustee-sale-collins: [533, 53, 652, 748]
